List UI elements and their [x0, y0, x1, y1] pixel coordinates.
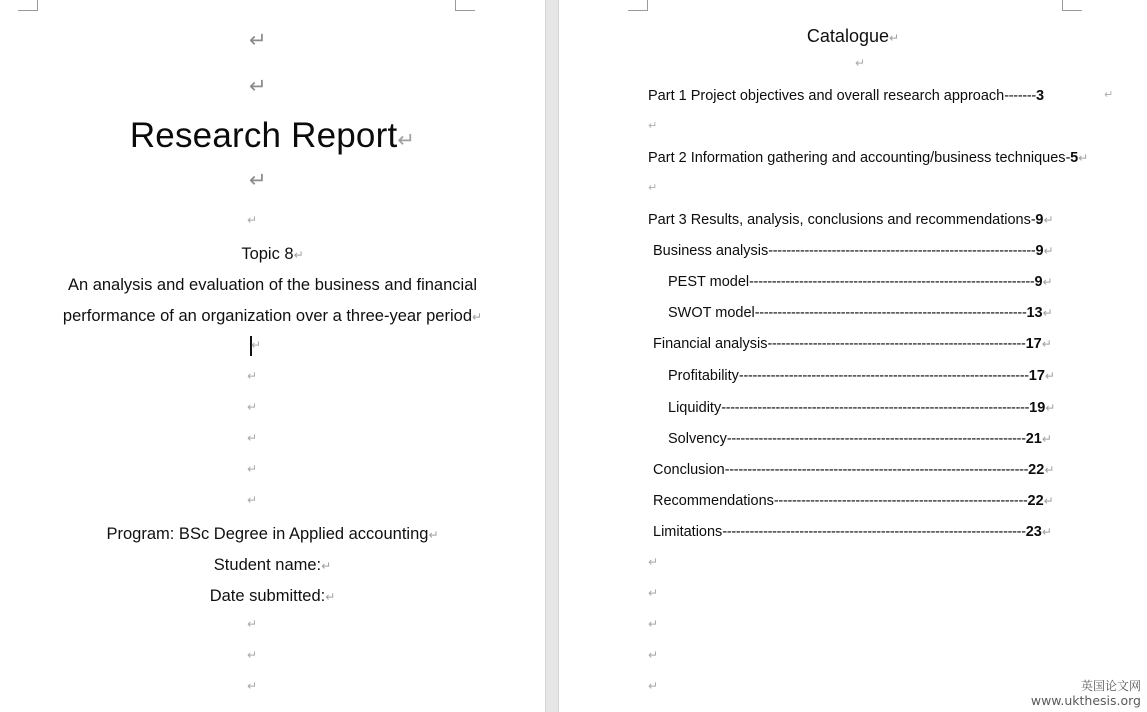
- toc-entry-label: Financial analysis: [653, 336, 768, 352]
- paragraph-mark: ↵: [251, 338, 262, 352]
- toc-entry-label: Solvency: [668, 431, 727, 447]
- toc-entry-page-number: 17: [1025, 336, 1042, 352]
- paragraph-mark: ↵: [249, 168, 267, 192]
- crop-mark-top-right: [455, 0, 475, 11]
- watermark-chinese-text: 英国论文网: [1080, 678, 1141, 693]
- toc-entry-label: Part 2 Information gathering and accounting/business techniques: [648, 150, 1066, 166]
- toc-entry[interactable]: [648, 88, 1044, 104]
- paragraph-mark: ↵: [648, 617, 659, 631]
- cover-program-line[interactable]: [0, 525, 545, 544]
- cover-subtitle-text-1: An analysis and evaluation of the business and financial: [67, 276, 478, 294]
- toc-entry[interactable]: [653, 524, 1052, 540]
- toc-leader-dots: ----------------------------------------------------------------: [738, 368, 1029, 384]
- toc-entry[interactable]: [668, 305, 1053, 321]
- paragraph-mark: ↵: [1044, 463, 1055, 477]
- paragraph-mark: ↵: [648, 648, 659, 662]
- paragraph-mark: ↵: [648, 586, 659, 600]
- paragraph-mark: ↵: [1043, 494, 1054, 508]
- paragraph-mark: ↵: [1041, 525, 1052, 539]
- cover-subtitle-line-1[interactable]: [0, 276, 545, 295]
- paragraph-mark: ↵: [648, 679, 659, 693]
- paragraph-mark: ↵: [247, 493, 258, 507]
- toc-leader-dots: ------------------------------------------------------------: [754, 305, 1027, 321]
- paragraph-mark: ↵: [428, 528, 439, 542]
- toc-entry-page-number: 22: [1027, 493, 1044, 509]
- toc-entry-label: Part 3 Results, analysis, conclusions and recommendations: [648, 212, 1031, 228]
- paragraph-mark: ↵: [397, 128, 416, 152]
- toc-entry-page-number: 9: [1034, 274, 1043, 290]
- cover-subtitle-line-2[interactable]: [0, 307, 545, 326]
- paragraph-mark: ↵: [247, 679, 258, 693]
- cover-student-name-line[interactable]: [0, 556, 545, 575]
- toc-entry-page-number: 21: [1025, 431, 1042, 447]
- toc-entry[interactable]: [668, 274, 1053, 290]
- paragraph-mark: ↵: [855, 56, 866, 70]
- paragraph-mark: ↵: [1042, 306, 1053, 320]
- paragraph-mark: ↵: [1043, 244, 1054, 258]
- toc-entry-page-number: 3: [1035, 88, 1045, 104]
- toc-leader-dots: ---------------------------------------------------------------: [749, 274, 1035, 290]
- toc-entry-page-number: 23: [1025, 524, 1042, 540]
- paragraph-mark: ↵: [247, 617, 258, 631]
- site-watermark: [1031, 680, 1141, 708]
- cover-date-submitted-line[interactable]: [0, 587, 545, 606]
- paragraph-mark: ↵: [1104, 88, 1114, 101]
- paragraph-mark: ↵: [247, 400, 258, 414]
- paragraph-mark: ↵: [249, 28, 267, 52]
- paragraph-mark: ↵: [1041, 337, 1052, 351]
- toc-entry-label: SWOT model: [668, 305, 755, 321]
- toc-entry-label: Limitations: [653, 524, 723, 540]
- toc-entry[interactable]: [653, 336, 1052, 352]
- cover-student-name-text: Student name:: [213, 556, 322, 574]
- paragraph-mark: ↵: [325, 590, 336, 604]
- paragraph-mark: ↵: [1041, 432, 1052, 446]
- cover-subtitle-text-2: performance of an organization over a three-year period: [62, 307, 472, 325]
- toc-entry-label: Conclusion: [653, 462, 725, 478]
- toc-entry-label: PEST model: [668, 274, 750, 290]
- catalogue-heading-text: Catalogue: [806, 26, 889, 46]
- paragraph-mark: ↵: [1078, 151, 1089, 165]
- paragraph-mark: ↵: [1043, 213, 1054, 227]
- toc-entry[interactable]: [668, 368, 1055, 384]
- paragraph-mark: ↵: [648, 555, 659, 569]
- toc-leader-dots: ------------------------------------------------------------------: [726, 431, 1026, 447]
- crop-mark-top-right: [1062, 0, 1082, 11]
- toc-entry-label: Recommendations: [653, 493, 774, 509]
- toc-entry[interactable]: [648, 212, 1054, 228]
- toc-leader-dots: -------------------------------------------------------------------: [724, 462, 1029, 478]
- cover-title-text: Research Report: [129, 116, 398, 155]
- paragraph-mark: ↵: [1042, 275, 1053, 289]
- paragraph-mark: ↵: [247, 648, 258, 662]
- toc-entry-page-number: 17: [1028, 368, 1045, 384]
- toc-entry-page-number: 19: [1029, 400, 1046, 416]
- toc-entry-page-number: 5: [1070, 150, 1079, 166]
- toc-entry-label: Liquidity: [668, 400, 722, 416]
- crop-mark-top-left: [18, 0, 38, 11]
- toc-entry-label: Part 1 Project objectives and overall research approach: [648, 88, 1005, 104]
- paragraph-mark: ↵: [249, 74, 267, 98]
- paragraph-mark: ↵: [293, 248, 304, 262]
- paragraph-mark: ↵: [648, 119, 658, 132]
- toc-entry-page-number: 22: [1028, 462, 1045, 478]
- cover-title[interactable]: [0, 116, 545, 156]
- crop-mark-top-left: [628, 0, 648, 11]
- toc-leader-dots: --------------------------------------------------------------------: [721, 400, 1030, 416]
- page-gutter: [545, 0, 559, 712]
- paragraph-mark: ↵: [648, 181, 658, 194]
- paragraph-mark: ↵: [1045, 401, 1056, 415]
- toc-entry[interactable]: [653, 243, 1054, 259]
- toc-leader-dots: -----------------------------------------------------------: [768, 243, 1036, 259]
- toc-leader-dots: -------: [1004, 88, 1036, 104]
- toc-entry-page-number: 9: [1035, 212, 1044, 228]
- toc-entry[interactable]: [648, 150, 1088, 166]
- paragraph-mark: ↵: [247, 213, 258, 227]
- toc-entry-page-number: 13: [1026, 305, 1043, 321]
- paragraph-mark: ↵: [321, 559, 332, 573]
- paragraph-mark: ↵: [472, 310, 483, 324]
- toc-entry-label: Business analysis: [653, 243, 769, 259]
- paragraph-mark: ↵: [889, 31, 900, 45]
- cover-program-text: Program: BSc Degree in Applied accounting: [106, 525, 429, 543]
- paragraph-mark: ↵: [247, 369, 258, 383]
- toc-leader-dots: --------------------------------------------------------: [773, 493, 1028, 509]
- toc-leader-dots: -------------------------------------------------------------------: [722, 524, 1026, 540]
- cover-page[interactable]: [0, 0, 545, 712]
- paragraph-mark: ↵: [247, 462, 258, 476]
- toc-leader-dots: -: [1065, 150, 1071, 166]
- toc-entry[interactable]: [668, 400, 1055, 416]
- paragraph-mark: ↵: [1044, 369, 1055, 383]
- catalogue-page[interactable]: [559, 0, 1147, 712]
- toc-entry[interactable]: [653, 493, 1054, 509]
- toc-entry-label: Profitability: [668, 368, 739, 384]
- paragraph-mark: ↵: [247, 431, 258, 445]
- toc-leader-dots: -: [1030, 212, 1036, 228]
- toc-entry[interactable]: [668, 431, 1052, 447]
- toc-entry-page-number: 9: [1035, 243, 1044, 259]
- cover-topic-line[interactable]: [0, 245, 545, 264]
- cover-topic-text: Topic 8: [241, 245, 294, 263]
- catalogue-heading[interactable]: [559, 26, 1147, 47]
- toc-entry[interactable]: [653, 462, 1054, 478]
- watermark-url-text: www.ukthesis.org: [1030, 692, 1141, 708]
- cover-date-submitted-text: Date submitted:: [209, 587, 326, 605]
- toc-leader-dots: ---------------------------------------------------------: [767, 336, 1026, 352]
